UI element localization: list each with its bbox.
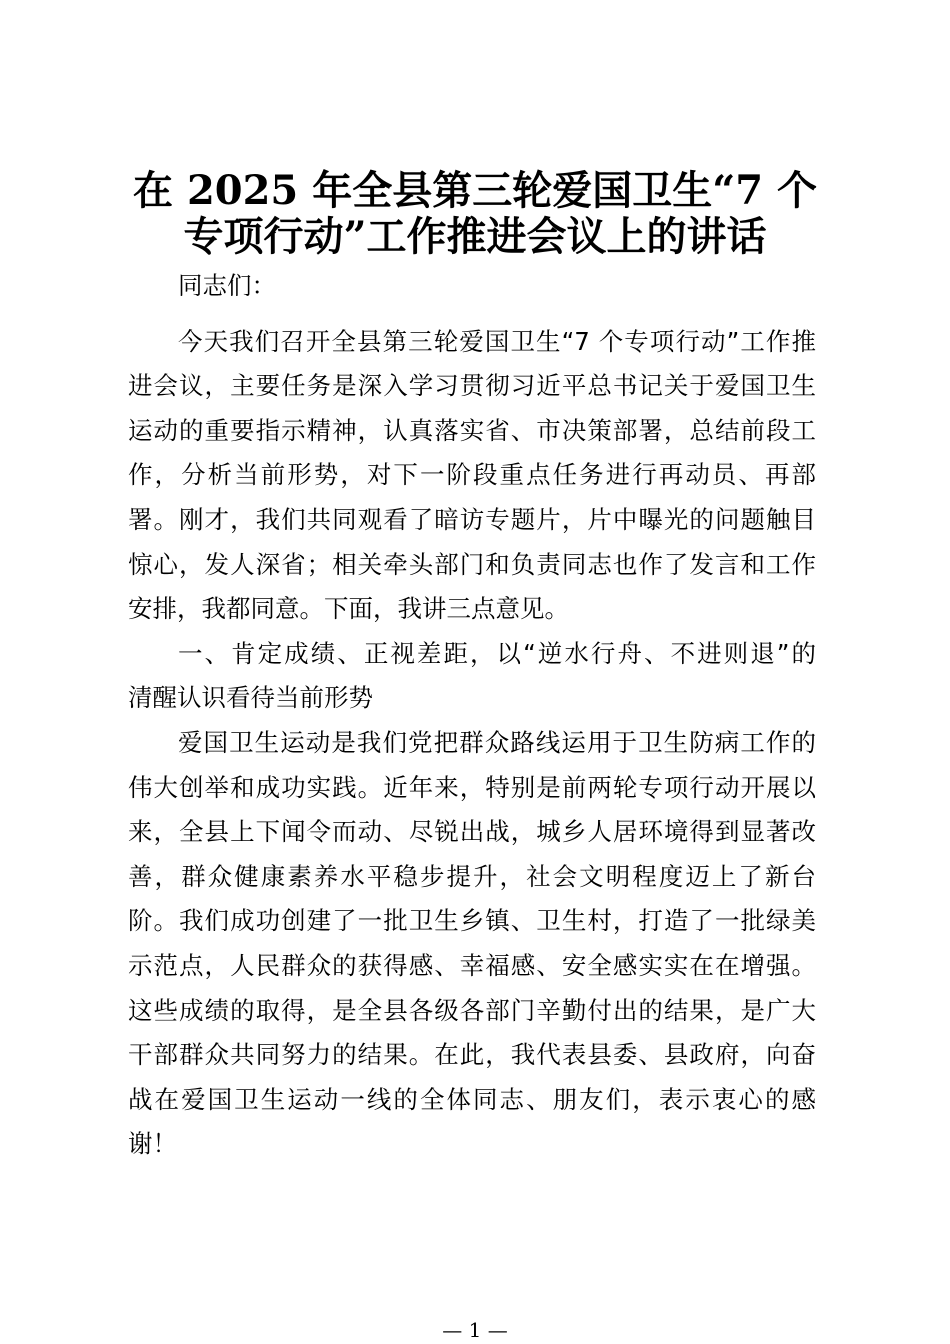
text-line: 战在爱国卫生运动一线的全体同志、朋友们，表示衷心的感 (128, 1084, 816, 1114)
text-line: 一、肯定成绩、正视差距，以“逆水行舟、不进则退”的 (178, 638, 816, 668)
text-line: 谢！ (128, 1129, 177, 1159)
document-title (120, 168, 830, 260)
text-line: 清醒认识看待当前形势 (128, 683, 373, 713)
text-line: 示范点，人民群众的获得感、幸福感、安全感实实在在增强。 (128, 950, 816, 980)
text-line: 运动的重要指示精神，认真落实省、市决策部署，总结前段工 (128, 415, 816, 445)
salutation: 同志们： (178, 271, 276, 300)
text-line: 作，分析当前形势，对下一阶段重点任务进行再动员、再部 (128, 460, 816, 490)
text-line: 伟大创举和成功实践。近年来，特别是前两轮专项行动开展以 (128, 772, 816, 802)
page-number: — 1 — (442, 1318, 508, 1342)
text-line: 阶。我们成功创建了一批卫生乡镇、卫生村，打造了一批绿美 (128, 906, 816, 936)
text-line: 进会议，主要任务是深入学习贯彻习近平总书记关于爱国卫生 (128, 371, 816, 401)
section-heading (128, 632, 816, 721)
text-line: 干部群众共同努力的结果。在此，我代表县委、县政府，向奋 (128, 1040, 816, 1070)
paragraphs (128, 320, 816, 1167)
document-body (128, 264, 816, 1167)
text-line: 这些成绩的取得，是全县各级各部门辛勤付出的结果，是广大 (128, 995, 816, 1025)
text-line: 署。刚才，我们共同观看了暗访专题片，片中曝光的问题触目 (128, 504, 816, 534)
text-line: 爱国卫生运动是我们党把群众路线运用于卫生防病工作的 (178, 727, 816, 757)
text-line: 惊心，发人深省；相关牵头部门和负责同志也作了发言和工作 (128, 549, 816, 579)
text-line: 安排，我都同意。下面，我讲三点意见。 (128, 594, 569, 624)
text-line: 善，群众健康素养水平稳步提升，社会文明程度迈上了新台 (128, 861, 816, 891)
text-line: 来，全县上下闻令而动、尽锐出战，城乡人居环境得到显著改 (128, 817, 816, 847)
paragraph (128, 320, 816, 632)
title-line: 专项行动”工作推进会议上的讲话 (183, 213, 767, 260)
paragraph (128, 721, 816, 1167)
title-line: 在 2025 年全县第三轮爱国卫生“7 个 (133, 167, 817, 214)
text-line: 今天我们召开全县第三轮爱国卫生“7 个专项行动”工作推 (178, 326, 816, 356)
